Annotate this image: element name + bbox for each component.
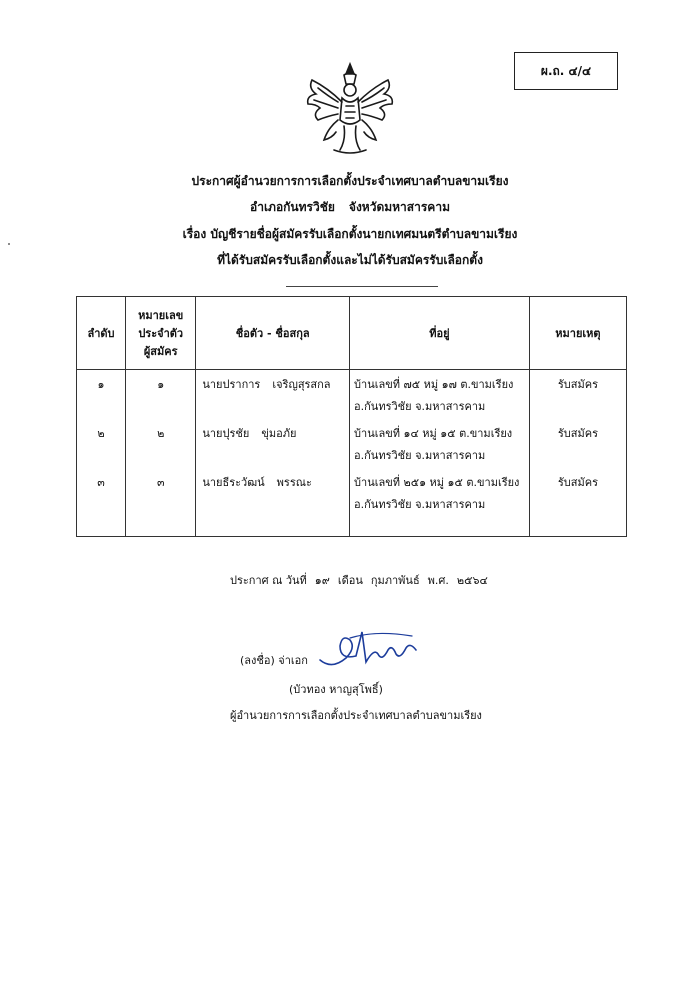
announcement-date — [230, 571, 488, 589]
remark-3: รับสมัคร — [557, 476, 598, 489]
address-line-1: บ้านเลขที่ ๒๕๑ หมู่ ๑๕ ต.ขามเรียง — [354, 476, 520, 489]
announce-prefix: ประกาศ ณ วันที่ — [230, 574, 307, 587]
name-cell — [196, 370, 350, 537]
address-line-2: อ.กันทรวิชัย จ.มหาสารคาม — [354, 449, 486, 462]
remark-cell — [529, 370, 626, 537]
candidate-name-3 — [196, 468, 349, 517]
first-name: นายธีระวัฒน์ — [202, 476, 265, 489]
seq-cell — [77, 370, 126, 537]
number-3: ๓ — [156, 476, 165, 489]
last-name: เจริญสุรสกล — [272, 378, 331, 391]
form-code-box — [514, 52, 618, 90]
address-line-2: อ.กันทรวิชัย จ.มหาสารคาม — [354, 498, 486, 511]
header-name: ชื่อตัว - ชื่อสกุล — [196, 297, 350, 370]
number-2: ๒ — [157, 427, 165, 440]
announce-year-label: พ.ศ. — [427, 574, 449, 587]
heading-province: จังหวัดมหาสารคาม — [348, 200, 450, 214]
address-cell — [350, 370, 530, 537]
header-number-line-2: ประจำตัว — [138, 327, 184, 340]
announce-month: กุมภาพันธ์ — [370, 574, 420, 587]
candidate-name-1 — [196, 370, 349, 419]
address-line-1: บ้านเลขที่ ๑๔ หมู่ ๑๕ ต.ขามเรียง — [354, 427, 513, 440]
signature-label: (ลงชื่อ) จ่าเอก — [240, 654, 308, 667]
address-2 — [350, 419, 529, 468]
header-address: ที่อยู่ — [350, 297, 530, 370]
table-header-row — [77, 297, 627, 370]
seq-1: ๑ — [97, 378, 105, 391]
heading-line-4: ที่ได้รับสมัครรับเลือกตั้งและไม่ได้รับสมัครรับเลือกตั้ง — [217, 253, 483, 267]
header-number-line-3: ผู้สมัคร — [143, 345, 178, 358]
header-seq: ลำดับ — [77, 297, 126, 370]
signature-mark-icon — [316, 626, 424, 674]
header-number-line-1: หมายเลข — [138, 309, 184, 322]
candidate-table — [76, 296, 627, 537]
remark-2: รับสมัคร — [557, 427, 598, 440]
signer-name: (บัวทอง หาญสุโพธิ์) — [289, 683, 383, 696]
first-name: นายปราการ — [202, 378, 261, 391]
heading-subject: เรื่อง บัญชีรายชื่อผู้สมัครรับเลือกตั้งนายกเทศมนตรีตำบลขามเรียง — [182, 227, 518, 241]
announce-day: ๑๙ — [314, 574, 330, 587]
heading-line-2 — [0, 198, 700, 217]
heading-line-1: ประกาศผู้อำนวยการการเลือกตั้งประจำเทศบาลตำบลขามเรียง — [191, 174, 509, 188]
first-name: นายปุรชัย — [202, 427, 250, 440]
garuda-emblem-icon — [298, 58, 402, 158]
seq-2: ๒ — [97, 427, 105, 440]
heading-district: อำเภอกันทรวิชัย — [250, 200, 335, 214]
header-remark: หมายเหตุ — [529, 297, 626, 370]
heading-rule — [286, 286, 438, 287]
seq-3: ๓ — [97, 476, 105, 489]
signer-position: ผู้อำนวยการการเลือกตั้งประจำเทศบาลตำบลขามเรียง — [230, 709, 482, 722]
candidate-name-2 — [196, 419, 349, 468]
number-cell — [126, 370, 196, 537]
address-line-2: อ.กันทรวิชัย จ.มหาสารคาม — [354, 400, 486, 413]
address-3 — [350, 468, 529, 517]
form-code-text: ผ.ถ. ๔/๔ — [540, 63, 592, 78]
header-number — [126, 297, 196, 370]
remark-1: รับสมัคร — [557, 378, 598, 391]
last-name: พรรณะ — [276, 476, 312, 489]
address-line-1: บ้านเลขที่ ๗๕ หมู่ ๑๗ ต.ขามเรียง — [354, 378, 514, 391]
table-row — [77, 370, 627, 537]
scan-speck — [8, 243, 10, 245]
last-name: ขุ่มอภัย — [261, 427, 297, 440]
number-1: ๑ — [157, 378, 165, 391]
announce-month-label: เดือน — [337, 574, 363, 587]
address-1 — [350, 370, 529, 419]
announce-year: ๒๕๖๔ — [456, 574, 488, 587]
